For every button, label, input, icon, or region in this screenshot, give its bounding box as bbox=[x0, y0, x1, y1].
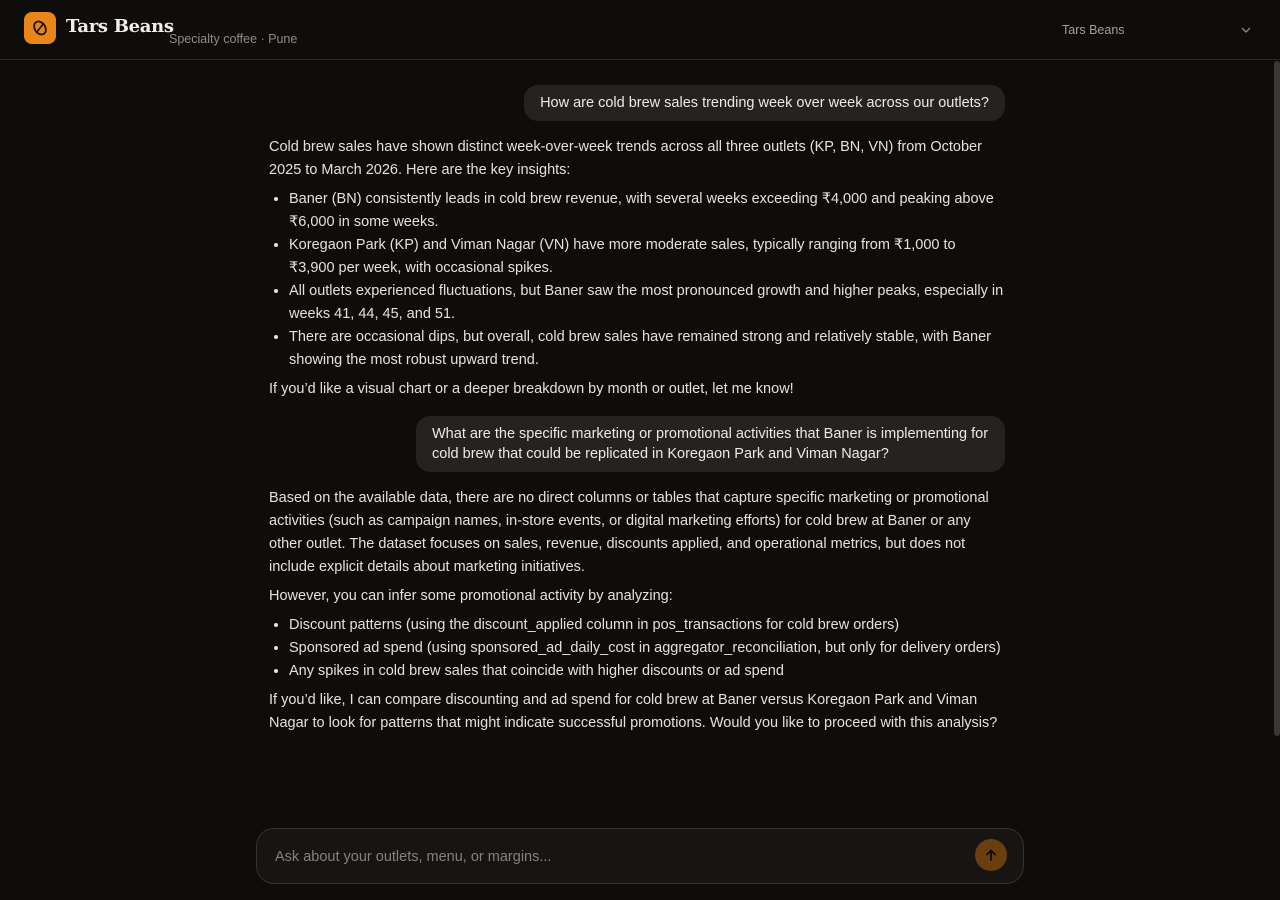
assistant-paragraph: However, you can infer some promotional activity by analyzing: bbox=[269, 588, 673, 604]
chevron-down-icon bbox=[1240, 24, 1252, 36]
list-item: • All outlets experienced fluctuations, but Baner saw the most pronounced growth and higher peaks, especially in weeks 41, 44, 45, and 51. bbox=[289, 280, 1005, 326]
workspace-selector[interactable] bbox=[1054, 16, 1260, 44]
assistant-paragraph: If you’d like, I can compare discounting and ad spend for cold brew at Baner versus Koregaon Park and Viman Nagar to look for patterns that might indicate successful promotions. Would you like to proceed with this analysis? bbox=[269, 692, 998, 731]
list-item: • Sponsored ad spend (using sponsored_ad_daily_cost in aggregator_reconciliation, but only for delivery orders) bbox=[289, 637, 1005, 660]
list-item: • Any spikes in cold brew sales that coincide with higher discounts or ad spend bbox=[289, 660, 1005, 683]
user-message: What are the specific marketing or promotional activities that Baner is implementing for cold brew that could be replicated in Koregaon Park and Viman Nagar? bbox=[416, 416, 1005, 472]
brand-tagline: Specialty coffee · Pune bbox=[169, 32, 298, 46]
list-item: • There are occasional dips, but overall, cold brew sales have remained strong and relatively stable, with Baner showing the most robust upward trend. bbox=[289, 326, 1005, 372]
arrow-up-icon bbox=[984, 848, 998, 862]
message-input[interactable] bbox=[273, 829, 967, 885]
user-message: How are cold brew sales trending week over week across our outlets? bbox=[524, 85, 1005, 121]
assistant-list bbox=[269, 188, 1005, 372]
composer bbox=[256, 828, 1024, 884]
brand-name: Tars Beans bbox=[66, 16, 174, 37]
assistant-paragraph: Cold brew sales have shown distinct week-over-week trends across all three outlets (KP, BN, VN) from October 2025 to March 2026. Here are the key insights: bbox=[269, 139, 982, 178]
assistant-message bbox=[269, 487, 1005, 741]
assistant-list bbox=[269, 614, 1005, 683]
chat-thread bbox=[269, 61, 1005, 821]
assistant-paragraph: If you’d like a visual chart or a deeper breakdown by month or outlet, let me know! bbox=[269, 381, 794, 397]
assistant-paragraph: Based on the available data, there are no direct columns or tables that capture specific marketing or promotional activities (such as campaign names, in-store events, or digital marketing efforts) for cold brew at Baner or any other outlet. The dataset focuses on sales, revenue, discounts applied, and operational metrics, but does not include explicit details about marketing initiatives. bbox=[269, 490, 989, 575]
assistant-message bbox=[269, 136, 1005, 407]
list-item: • Baner (BN) consistently leads in cold brew revenue, with several weeks exceeding ₹4,000 and peaking above ₹6,000 in some weeks. bbox=[289, 188, 1005, 234]
chat-scrollbar[interactable] bbox=[1274, 61, 1280, 736]
list-item: • Discount patterns (using the discount_applied column in pos_transactions for cold brew orders) bbox=[289, 614, 1005, 637]
workspace-label: Tars Beans bbox=[1062, 23, 1125, 37]
coffee-bean-icon[interactable] bbox=[24, 12, 56, 44]
list-item: • Koregaon Park (KP) and Viman Nagar (VN) have more moderate sales, typically ranging from ₹1,000 to ₹3,900 per week, with occasional spikes. bbox=[289, 234, 1005, 280]
send-button[interactable] bbox=[975, 839, 1007, 871]
app-header bbox=[0, 0, 1280, 60]
